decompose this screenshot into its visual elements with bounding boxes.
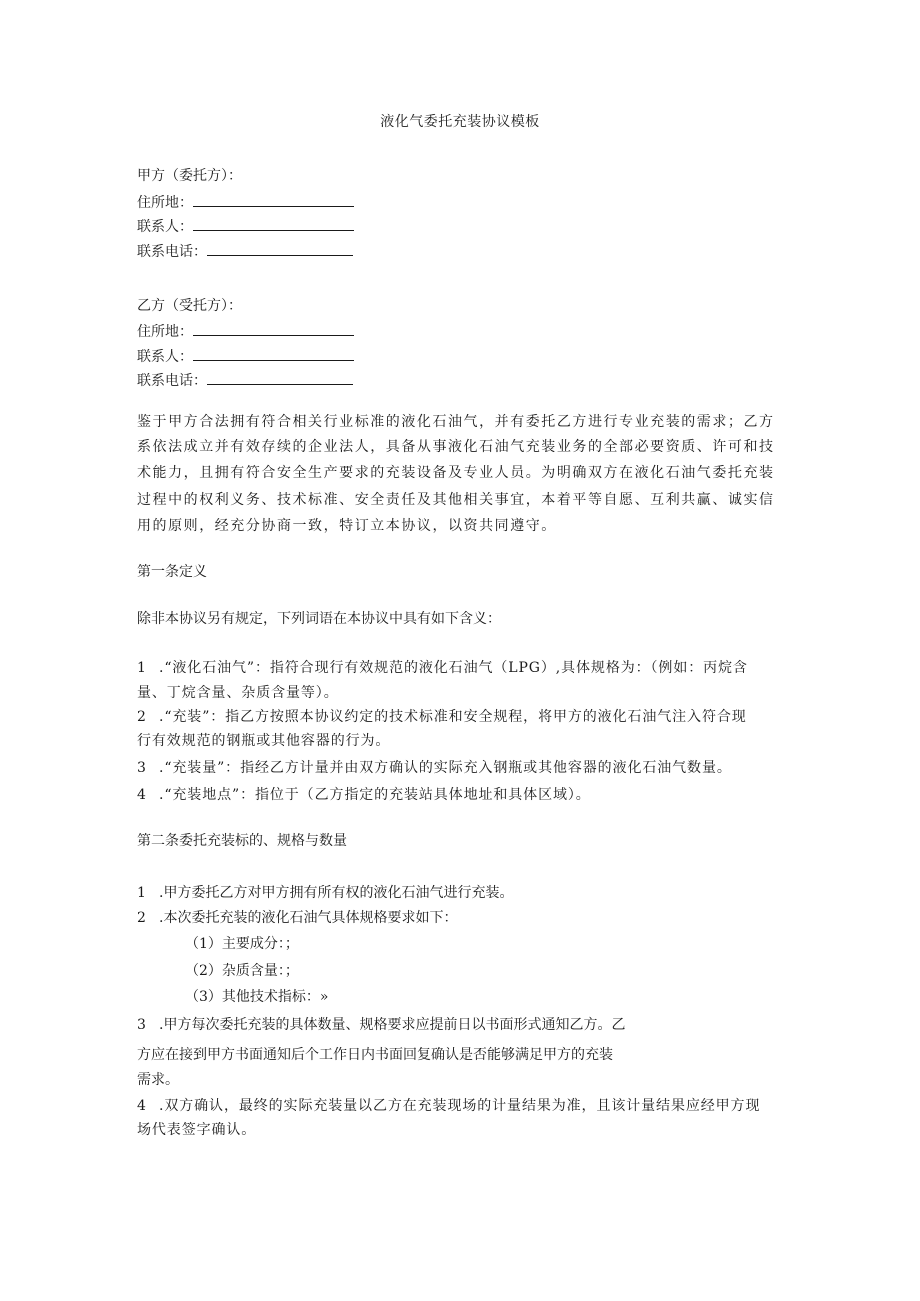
party-b-address	[137, 321, 354, 341]
party-a-address-blank[interactable]	[193, 192, 354, 207]
article-2-item-continuation: 需求。	[137, 1072, 179, 1088]
definition-item	[137, 759, 732, 777]
definition-text: .“液化石油气”：指符合现行有效规范的液化石油气（LPG）,具体规格为：（例如：丙烷含	[159, 660, 748, 676]
party-a-address	[137, 192, 354, 212]
article-2-item-number: 4	[137, 1098, 147, 1114]
spec-sub-item: （3）其他技术指标：»	[185, 989, 329, 1005]
article-2-item-text: .甲方委托乙方对甲方拥有所有权的液化石油气进行充装。	[159, 885, 514, 901]
article-2-item	[137, 909, 457, 927]
definition-continuation: 量、丁烷含量、杂质含量等）。	[137, 685, 339, 701]
party-b-contact-label: 联系人：	[137, 349, 193, 365]
party-a-heading: 甲方（委托方）：	[137, 168, 242, 184]
party-b-phone-label: 联系电话：	[137, 373, 207, 389]
article-2-item-continuation: 场代表签字确认。	[137, 1122, 257, 1138]
definition-text: .“充装”：指乙方按照本协议约定的技术标准和安全规程，将甲方的液化石油气注入符合现	[159, 709, 747, 725]
article-2-item	[137, 1097, 760, 1115]
definition-text: .“充装量”：指经乙方计量并由双方确认的实际充入钢瓶或其他容器的液化石油气数量。	[159, 760, 732, 776]
article-2-item-continuation: 方应在接到甲方书面通知后个工作日内书面回复确认是否能够满足甲方的充装	[137, 1047, 613, 1063]
party-a-phone-blank[interactable]	[207, 241, 353, 256]
spec-sub-item: （2）杂质含量：；	[185, 963, 299, 979]
party-a-phone-label: 联系电话：	[137, 244, 207, 260]
definition-number: 3	[137, 760, 147, 776]
article-2-item-number: 3	[137, 1017, 146, 1033]
party-a-phone	[137, 241, 353, 261]
article-1-heading: 第一条定义	[137, 564, 207, 580]
preamble-line: 过程中的权利义务、技术标准、安全责任及其他相关事宜，本着平等自愿、互利共赢、诚实信	[137, 492, 775, 508]
party-a-contact-label: 联系人：	[137, 219, 193, 235]
party-b-contact	[137, 346, 354, 366]
spec-sub-item: （1）主要成分：；	[185, 936, 299, 952]
article-2-item-number: 2	[137, 910, 146, 926]
article-2-item-number: 1	[137, 885, 146, 901]
definition-number: 2	[137, 709, 147, 725]
definition-number: 4	[137, 787, 147, 803]
party-a-address-label: 住所地：	[137, 195, 193, 211]
definition-number: 1	[137, 660, 147, 676]
article-1-intro: 除非本协议另有规定，下列词语在本协议中具有如下含义：	[137, 611, 501, 627]
definition-item	[137, 786, 591, 804]
party-b-heading: 乙方（受托方）：	[137, 298, 242, 314]
party-b-contact-blank[interactable]	[193, 346, 354, 361]
article-2-item-text: .双方确认，最终的实际充装量以乙方在充装现场的计量结果为准，且该计量结果应经甲方现	[159, 1098, 761, 1114]
article-2-item-text: .本次委托充装的液化石油气具体规格要求如下：	[159, 910, 458, 926]
party-b-phone	[137, 370, 353, 390]
definition-item	[137, 708, 747, 726]
party-a-contact	[137, 216, 354, 236]
party-b-phone-blank[interactable]	[207, 370, 353, 385]
document-title: 液化气委托充装协议模板	[380, 114, 540, 130]
definition-item	[137, 659, 748, 677]
preamble-line: 术能力，且拥有符合安全生产要求的充装设备及专业人员。为明确双方在液化石油气委托充装	[137, 465, 775, 481]
article-2-item	[137, 884, 513, 902]
definition-continuation: 行有效规范的钢瓶或其他容器的行为。	[137, 733, 391, 749]
preamble-line: 系依法成立并有效存续的企业法人，具备从事液化石油气充装业务的全部必要资质、许可和技	[137, 439, 775, 455]
party-a-contact-blank[interactable]	[193, 216, 354, 231]
article-2-item	[137, 1016, 625, 1034]
preamble-line: 用的原则，经充分协商一致，特订立本协议，以资共同遵守。	[137, 518, 557, 534]
preamble-line: 鉴于甲方合法拥有符合相关行业标准的液化石油气，并有委托乙方进行专业充装的需求；乙方	[137, 414, 775, 430]
article-2-heading: 第二条委托充装标的、规格与数量	[137, 833, 347, 849]
party-b-address-label: 住所地：	[137, 324, 193, 340]
definition-text: .“充装地点”：指位于（乙方指定的充装站具体地址和具体区域）。	[159, 787, 591, 803]
party-b-address-blank[interactable]	[193, 321, 354, 336]
article-2-item-text: .甲方每次委托充装的具体数量、规格要求应提前日以书面形式通知乙方。乙	[159, 1017, 626, 1033]
